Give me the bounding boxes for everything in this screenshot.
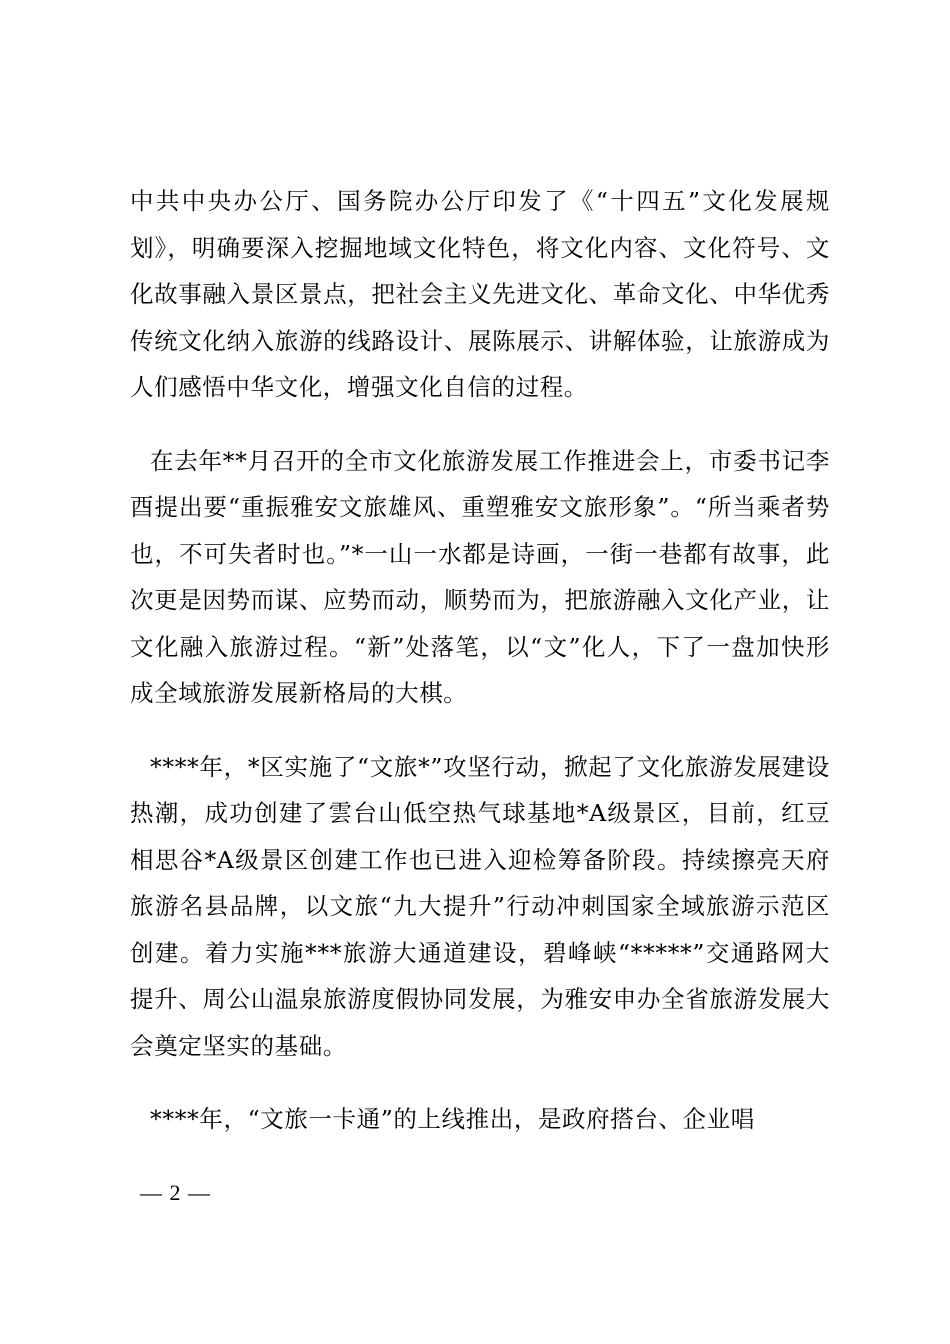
paragraph-3: ****年，*区实施了“文旅*”攻坚行动，掀起了文化旅游发展建设热潮，成功创建了雲台山低空热气球基地*A级景区，目前，红豆相思谷*A级景区创建工作也已进入迎检筹备阶段。持续擦亮天府旅游名县品牌，以文旅“九大提升”行动冲刺国家全域旅游示范区创建。着力实施***旅游大通道建设，碧峰峡“*****”交通路网大提升、周公山温泉旅游度假协同发展，为雅安申办全省旅游发展大会奠定坚实的基础。 [130, 752, 830, 1060]
paragraph-1: 中共中央办公厅、国务院办公厅印发了《“十四五”文化发展规划》，明确要深入挖掘地域文化特色，将文化内容、文化符号、文化故事融入景区景点，把社会主义先进文化、革命文化、中华优秀传统文化纳入旅游的线路设计、展陈展示、讲解体验，让旅游成为人们感悟中华文化，增强文化自信的过程。 [130, 187, 830, 401]
paragraph-4: ****年，“文旅一卡通”的上线推出，是政府搭台、企业唱 [150, 1105, 755, 1133]
page-number: — 2 — [140, 1180, 211, 1205]
paragraph-2: 在去年**月召开的全市文化旅游发展工作推进会上，市委书记李酉提出要“重振雅安文旅雄风、重塑雅安文旅形象”。“所当乘者势也，不可失者时也。”*一山一水都是诗画，一街一巷都有故事，此次更是因势而谋、应势而动，顺势而为，把旅游融入文化产业，让文化融入旅游过程。“新”处落笔，以“文”化人，下了一盘加快形成全域旅游发展新格局的大棋。 [130, 446, 830, 707]
body-text [130, 178, 830, 1143]
